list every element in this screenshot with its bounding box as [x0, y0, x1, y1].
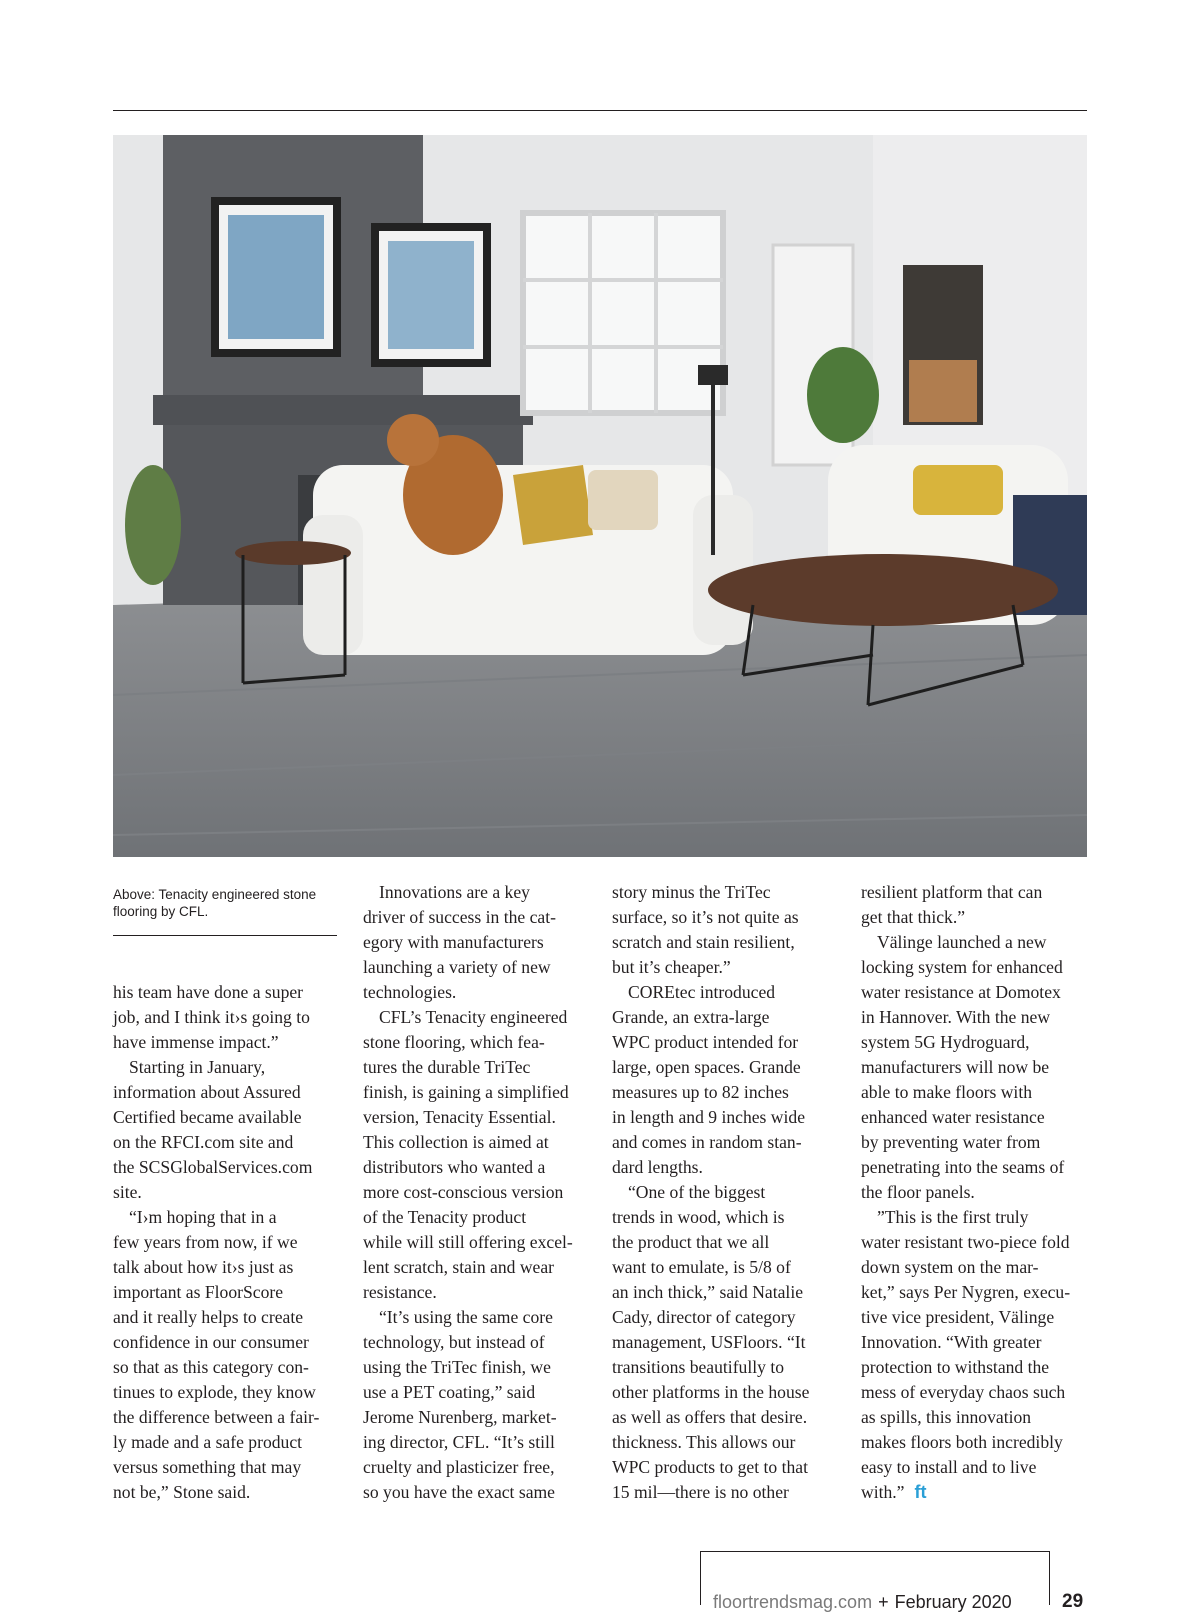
top-rule	[113, 110, 1087, 111]
text-line: ket,” says Per Nygren, execu-	[861, 1282, 1071, 1302]
text-line: resilient platform that can	[861, 882, 1043, 902]
text-line: story minus the TriTec	[612, 882, 771, 902]
text-line: trends in wood, which is	[612, 1207, 785, 1227]
text-line: and it really helps to create	[113, 1307, 304, 1327]
text-line: surface, so it’s not quite as	[612, 907, 799, 927]
footer-site-link[interactable]: floortrendsmag.com	[713, 1592, 873, 1612]
text-line: system 5G Hydroguard,	[861, 1032, 1030, 1052]
text-line: dard lengths.	[612, 1157, 703, 1177]
text-line: want to emulate, is 5/8 of	[612, 1257, 791, 1277]
text-line: not be,” Stone said.	[113, 1482, 251, 1502]
text-line: water resistance at Domotex	[861, 982, 1061, 1002]
text-line: scratch and stain resilient,	[612, 932, 795, 952]
text-line: easy to install and to live	[861, 1457, 1037, 1477]
text-line: while will still offering excel-	[363, 1232, 573, 1252]
text-line: CFL’s Tenacity engineered	[379, 1007, 568, 1027]
text-line: “I›m hoping that in a	[129, 1207, 277, 1227]
text-line: tures the durable TriTec	[363, 1057, 531, 1077]
text-line: WPC products to get to that	[612, 1457, 808, 1477]
text-line: on the RFCI.com site and	[113, 1132, 294, 1152]
text-line: mess of everyday chaos such	[861, 1382, 1066, 1402]
text-line: as well as offers that desire.	[612, 1407, 808, 1427]
text-line: launching a variety of new	[363, 957, 551, 977]
text-line: manufacturers will now be	[861, 1057, 1050, 1077]
text-line: other platforms in the house	[612, 1382, 810, 1402]
living-room-photo	[113, 135, 1087, 857]
text-line: 15 mil—there is no other	[612, 1482, 789, 1502]
text-line: distributors who wanted a	[363, 1157, 546, 1177]
text-line: Välinge launched a new	[877, 932, 1047, 952]
text-line: Innovation. “With greater	[861, 1332, 1042, 1352]
text-line: protection to withstand the	[861, 1357, 1050, 1377]
text-line: information about Assured	[113, 1082, 301, 1102]
text-line: Innovations are a key	[379, 882, 530, 902]
text-line: in Hannover. With the new	[861, 1007, 1051, 1027]
article-column-1	[113, 980, 341, 1505]
text-line: enhanced water resistance	[861, 1107, 1045, 1127]
text-line: few years from now, if we	[113, 1232, 298, 1252]
text-line: in length and 9 inches wide	[612, 1107, 805, 1127]
text-line: the product that we all	[612, 1232, 770, 1252]
text-line: tinues to explode, they know	[113, 1382, 316, 1402]
text-line: technology, but instead of	[363, 1332, 545, 1352]
text-line: “One of the biggest	[628, 1182, 766, 1202]
text-line: of the Tenacity product	[363, 1207, 527, 1227]
text-line: thickness. This allows our	[612, 1432, 796, 1452]
text-line: water resistant two-piece fold	[861, 1232, 1070, 1252]
text-line: Starting in January,	[129, 1057, 266, 1077]
text-line: using the TriTec finish, we	[363, 1357, 551, 1377]
text-line: get that thick.”	[861, 907, 966, 927]
photo-caption: Above: Tenacity engineered stone flooring by CFL.	[113, 887, 317, 919]
article-column-2	[363, 880, 591, 1505]
text-line: ing director, CFL. “It’s still	[363, 1432, 555, 1452]
end-mark: ft	[914, 1482, 927, 1502]
text-line: so you have the exact same	[363, 1482, 555, 1502]
text-line: more cost-conscious version	[363, 1182, 564, 1202]
text-line: “It’s using the same core	[379, 1307, 553, 1327]
footer-separator: +	[878, 1592, 889, 1612]
footer-issue-date: February 2020	[894, 1592, 1012, 1612]
text-line: measures up to 82 inches	[612, 1082, 789, 1102]
text-line: an inch thick,” said Natalie	[612, 1282, 804, 1302]
text-line: This collection is aimed at	[363, 1132, 549, 1152]
text-line: able to make floors with	[861, 1082, 1033, 1102]
text-line: so that as this category con-	[113, 1357, 309, 1377]
text-line: transitions beautifully to	[612, 1357, 785, 1377]
text-line: penetrating into the seams of	[861, 1157, 1065, 1177]
text-line: Certified became available	[113, 1107, 302, 1127]
text-line: technologies.	[363, 982, 457, 1002]
text-line: the SCSGlobalServices.com	[113, 1157, 313, 1177]
text-line: important as FloorScore	[113, 1282, 284, 1302]
text-line: makes floors both incredibly	[861, 1432, 1063, 1452]
text-line: talk about how it›s just as	[113, 1257, 294, 1277]
text-line: Jerome Nurenberg, market-	[363, 1407, 557, 1427]
text-line: COREtec introduced	[628, 982, 776, 1002]
text-line: use a PET coating,” said	[363, 1382, 536, 1402]
text-line: the difference between a fair-	[113, 1407, 320, 1427]
text-line: down system on the mar-	[861, 1257, 1039, 1277]
text-line: stone flooring, which fea-	[363, 1032, 545, 1052]
text-line: large, open spaces. Grande	[612, 1057, 801, 1077]
text-line: as spills, this innovation	[861, 1407, 1032, 1427]
article-column-3	[612, 880, 840, 1505]
text-line: lent scratch, stain and wear	[363, 1257, 555, 1277]
text-line: cruelty and plasticizer free,	[363, 1457, 555, 1477]
caption-rule	[113, 935, 337, 936]
text-line: site.	[113, 1182, 142, 1202]
text-line: by preventing water from	[861, 1132, 1041, 1152]
text-line: management, USFloors. “It	[612, 1332, 806, 1352]
text-line: his team have done a super	[113, 982, 304, 1002]
text-line: with.” ft	[861, 1482, 927, 1502]
page-number: 29	[1062, 1591, 1084, 1612]
text-line: but it’s cheaper.”	[612, 957, 731, 977]
text-line: the floor panels.	[861, 1182, 975, 1202]
text-line: versus something that may	[113, 1457, 302, 1477]
text-line: locking system for enhanced	[861, 957, 1063, 977]
text-line: ”This is the first truly	[877, 1207, 1029, 1227]
text-line: Grande, an extra-large	[612, 1007, 770, 1027]
text-line: ly made and a safe product	[113, 1432, 303, 1452]
text-line: tive vice president, Välinge	[861, 1307, 1055, 1327]
text-line: egory with manufacturers	[363, 932, 544, 952]
text-line: finish, is gaining a simplified	[363, 1082, 569, 1102]
text-line: Cady, director of category	[612, 1307, 796, 1327]
article-column-4	[861, 880, 1089, 1505]
text-line: resistance.	[363, 1282, 437, 1302]
text-line: and comes in random stan-	[612, 1132, 802, 1152]
text-line: driver of success in the cat-	[363, 907, 556, 927]
text-line: WPC product intended for	[612, 1032, 799, 1052]
text-line: confidence in our consumer	[113, 1332, 309, 1352]
text-line: job, and I think it›s going to	[113, 1007, 310, 1027]
text-line: version, Tenacity Essential.	[363, 1107, 556, 1127]
text-line: have immense impact.”	[113, 1032, 279, 1052]
